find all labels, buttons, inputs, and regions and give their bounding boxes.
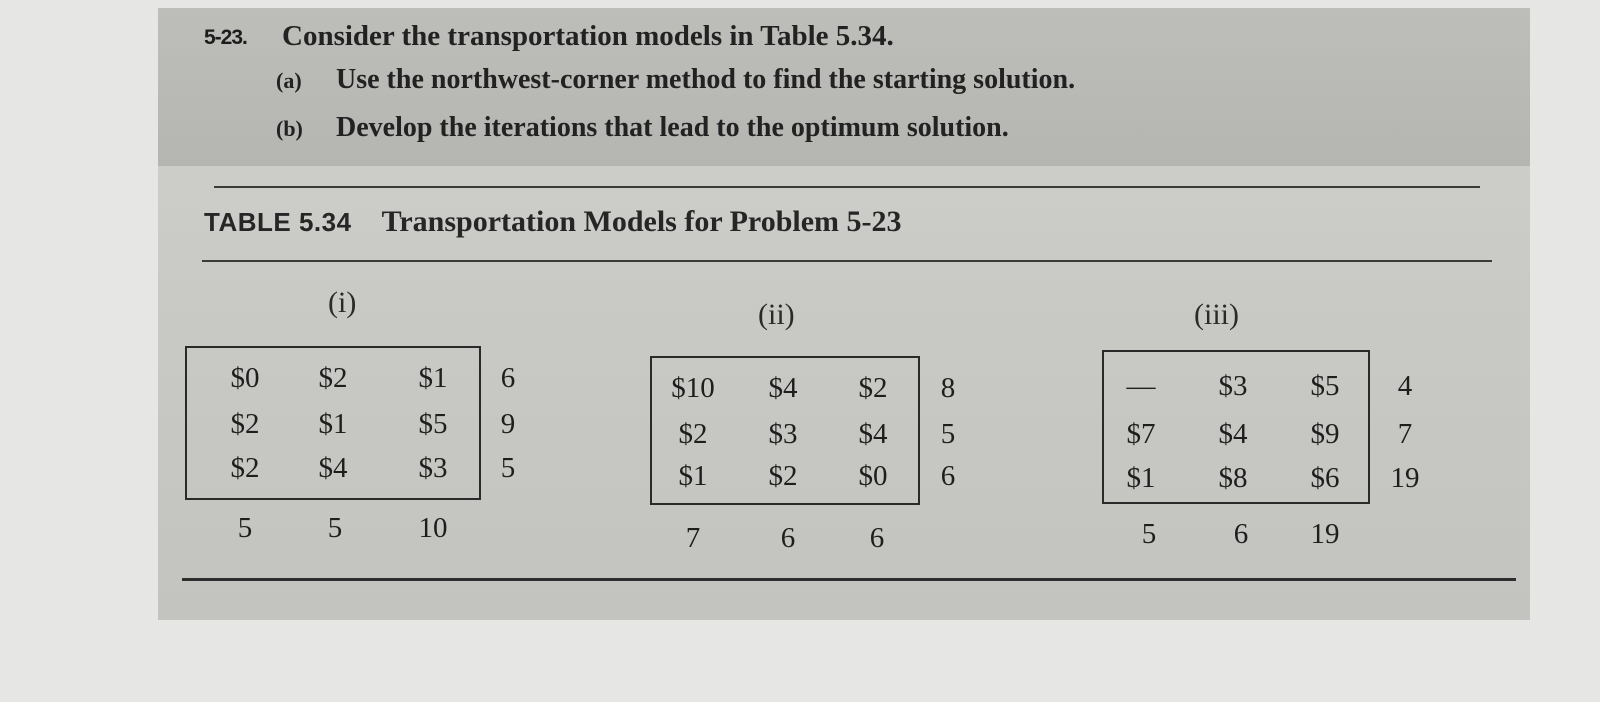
model-i-cost-r1c1: $0 [230,362,260,394]
model-iii-supply-1: 4 [1397,370,1413,402]
model-i-supply-3: 5 [500,452,516,484]
model-ii-supply-2: 5 [940,418,956,450]
model-i-supply-2: 9 [500,408,516,440]
part-a-label: (a) [276,68,302,93]
model-iii-supply-2: 7 [1397,418,1413,450]
part-b [276,112,1009,144]
part-a-text: Use the northwest-corner method to find the starting solution. [336,64,1076,95]
model-ii-supply-3: 6 [940,460,956,492]
model-i-cost-r1c2: $2 [318,362,348,394]
table-caption [204,205,902,239]
model-ii-demand-3: 6 [869,522,885,554]
model-ii-cost-r2c2: $3 [768,418,798,450]
model-iii-demand-3: 19 [1310,518,1340,550]
model-iii-cost-r3c1: $1 [1126,462,1156,494]
textbook-page [158,8,1530,620]
model-iii-cost-r1c2: $3 [1218,370,1248,402]
part-b-label: (b) [276,116,303,141]
table-title: Transportation Models for Problem 5-23 [381,205,902,238]
table-top-rule [214,186,1480,188]
model-iii-supply-3: 19 [1390,462,1420,494]
table-label: TABLE 5.34 [204,207,352,237]
model-ii-supply-1: 8 [940,372,956,404]
model-ii-cost-r2c3: $4 [858,418,888,450]
model-iii-cost-r3c2: $8 [1218,462,1248,494]
caption-rule [202,260,1492,262]
model-i-cost-r2c3: $5 [418,408,448,440]
model-i-cost-r2c1: $2 [230,408,260,440]
part-a [276,64,1075,96]
model-ii-cost-r3c2: $2 [768,460,798,492]
model-i-cost-r2c2: $1 [318,408,348,440]
table-bottom-rule [182,578,1516,581]
model-ii-cost-r3c3: $0 [858,460,888,492]
model-i-cost-r3c3: $3 [418,452,448,484]
model-iii-cost-r1c1: — [1126,370,1156,402]
model-i-cost-r3c2: $4 [318,452,348,484]
model-i-label: (i) [328,286,357,319]
model-iii-cost-r3c3: $6 [1310,462,1340,494]
model-iii-label: (iii) [1194,298,1239,331]
problem-number: 5-23. [204,26,247,49]
model-iii-demand-1: 5 [1141,518,1157,550]
model-ii-label: (ii) [758,298,795,331]
model-iii-cost-r2c2: $4 [1218,418,1248,450]
model-iii-cost-r2c1: $7 [1126,418,1156,450]
model-i-cost-r1c3: $1 [418,362,448,394]
model-iii-cost-r2c3: $9 [1310,418,1340,450]
model-ii-cost-r1c2: $4 [768,372,798,404]
model-i-demand-2: 5 [327,512,343,544]
model-ii-cost-r2c1: $2 [678,418,708,450]
part-b-text: Develop the iterations that lead to the optimum solution. [336,112,1009,143]
model-ii-cost-r3c1: $1 [678,460,708,492]
model-i-demand-3: 10 [418,512,448,544]
model-iii-demand-2: 6 [1233,518,1249,550]
model-i-cost-r3c1: $2 [230,452,260,484]
model-i-demand-1: 5 [237,512,253,544]
model-ii-demand-1: 7 [685,522,701,554]
problem-stem: Consider the transportation models in Table 5.34. [282,20,894,52]
model-ii-cost-r1c1: $10 [671,372,715,404]
model-ii-cost-r1c3: $2 [858,372,888,404]
model-ii-demand-2: 6 [780,522,796,554]
model-i-supply-1: 6 [500,362,516,394]
model-iii-cost-r1c3: $5 [1310,370,1340,402]
